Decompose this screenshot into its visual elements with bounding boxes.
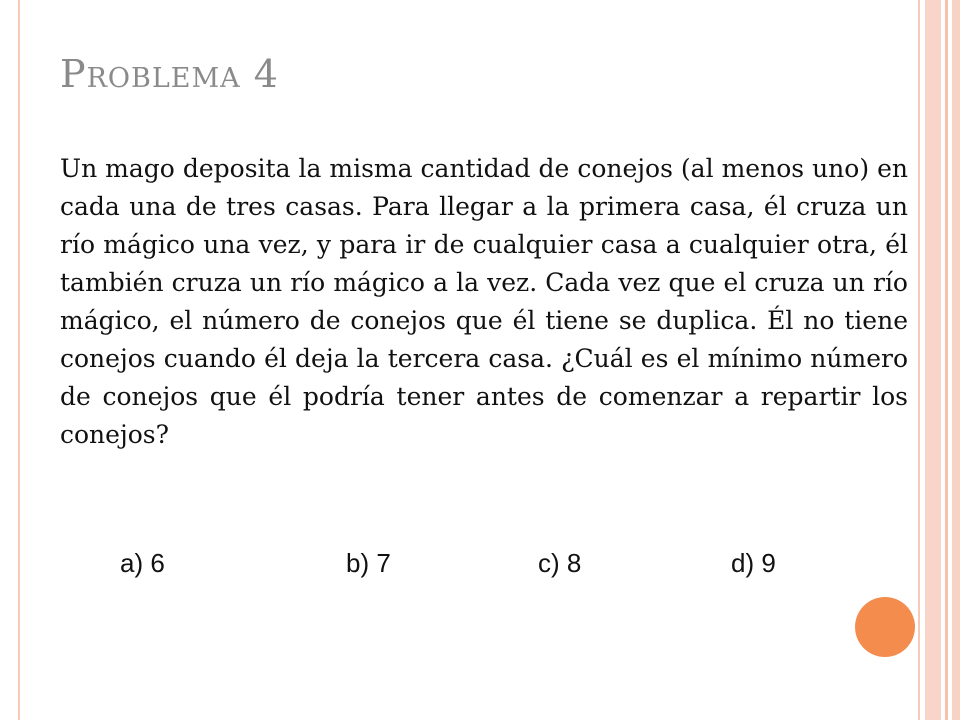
left-border-line <box>18 0 20 720</box>
decorative-circle <box>855 597 915 657</box>
stripe-3 <box>945 0 948 720</box>
stripe-4 <box>952 0 960 720</box>
answer-options <box>0 548 960 588</box>
stripe-2 <box>925 0 941 720</box>
slide-title: Problema 4 <box>60 52 279 96</box>
right-decorative-stripes <box>918 0 960 720</box>
problem-statement: Un mago deposita la misma cantidad de conejos (al menos uno) en cada una de tres casas. Para llegar a la primera casa, él cruza un río mágico una vez, y para ir de cualquier casa a cualquier otra, él también cruza un río mágico a la vez. Cada vez que el cruza un río mágico, el número de conejos que él tiene se duplica. Él no tiene conejos cuando él deja la tercera casa. ¿Cuál es el mínimo número de conejos que él podría tener antes de comenzar a repartir los conejos? <box>60 154 908 449</box>
option-c: c) 8 <box>538 548 582 578</box>
option-b: b) 7 <box>346 548 391 578</box>
option-d: d) 9 <box>731 548 776 578</box>
option-a: a) 6 <box>120 548 165 578</box>
stripe-1 <box>918 0 920 720</box>
